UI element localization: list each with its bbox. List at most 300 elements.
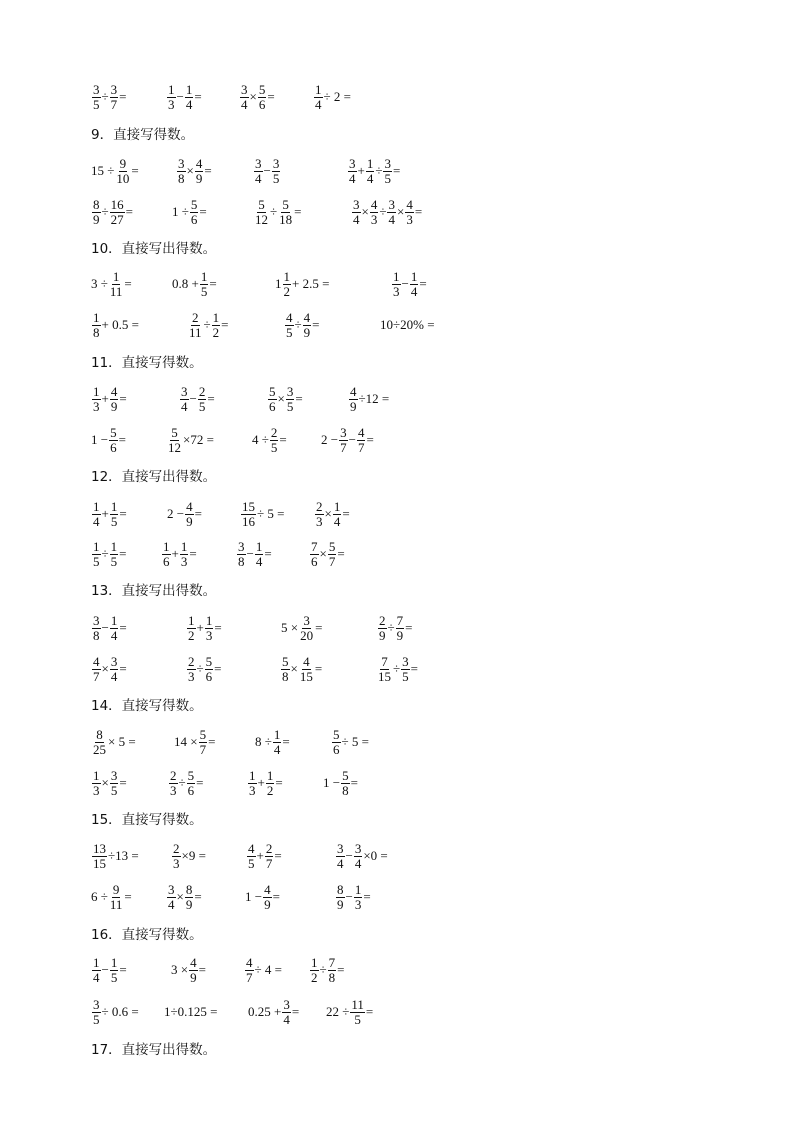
- denominator: 7: [328, 553, 336, 569]
- numerator: 3: [340, 424, 347, 440]
- numerator: 1: [266, 767, 274, 783]
- exercise-heading: 14．直接写得数。: [91, 698, 203, 714]
- denominator: 9: [93, 211, 100, 227]
- denominator: 6: [205, 668, 213, 684]
- operator-text: =: [405, 620, 413, 635]
- numerator: 4: [286, 309, 293, 325]
- numerator: 4: [264, 881, 271, 897]
- expression-row: [0, 877, 794, 917]
- fraction: [336, 883, 345, 912]
- denominator: 5: [93, 96, 100, 112]
- operator-text: =: [414, 204, 423, 219]
- numerator: 1: [273, 726, 281, 742]
- operator-text: =: [119, 506, 127, 521]
- denominator: 7: [340, 439, 347, 455]
- fraction: [273, 728, 282, 757]
- numerator: 1: [112, 268, 120, 284]
- operator-text: +: [101, 506, 109, 521]
- numerator: 1: [212, 309, 220, 325]
- numerator: 1: [333, 498, 341, 514]
- operator-text: =: [119, 962, 127, 977]
- fraction: [339, 426, 348, 455]
- fraction: [349, 385, 358, 414]
- numerator: 15: [242, 498, 255, 514]
- fraction: [392, 270, 401, 299]
- denominator: 6: [110, 439, 117, 455]
- fraction: [92, 311, 101, 340]
- fraction: [92, 998, 101, 1027]
- fraction: [189, 956, 198, 985]
- fraction: [188, 311, 203, 340]
- numerator: 2: [316, 498, 323, 514]
- exercise-heading: 15．直接写得数。: [91, 812, 203, 828]
- operator-text: 1 ÷: [172, 204, 189, 219]
- fraction: [200, 270, 209, 299]
- fraction: [299, 614, 314, 643]
- numerator: 5: [171, 424, 178, 440]
- numerator: 1: [110, 538, 118, 554]
- numerator: 3: [238, 538, 245, 554]
- denominator: 4: [255, 170, 262, 186]
- numerator: 5: [282, 196, 289, 212]
- denominator: 8: [342, 782, 349, 798]
- denominator: 3: [249, 782, 256, 798]
- operator-text: 10÷20% =: [380, 317, 435, 332]
- math-expression: [240, 494, 284, 534]
- fraction: [199, 728, 208, 757]
- operator-text: 2 −: [167, 506, 185, 521]
- fraction: [205, 655, 214, 684]
- operator-text: 22 ÷: [326, 1004, 350, 1019]
- denominator: 6: [187, 782, 195, 798]
- fraction: [332, 728, 341, 757]
- exercise-heading: 16．直接写得数。: [91, 927, 203, 943]
- math-expression: [377, 608, 412, 648]
- expression-row: [0, 722, 794, 762]
- fraction: [265, 842, 274, 871]
- fraction: [396, 614, 405, 643]
- fraction: [405, 198, 414, 227]
- numerator: 1: [185, 81, 193, 97]
- expression-row: [0, 992, 794, 1032]
- operator-text: 3 ×: [171, 962, 189, 977]
- operator-text: −: [176, 89, 184, 104]
- operator-text: ×: [101, 775, 109, 790]
- fraction: [92, 540, 101, 569]
- denominator: 8: [178, 170, 185, 186]
- fraction: [258, 83, 267, 112]
- fraction: [110, 614, 119, 643]
- numerator: 11: [351, 996, 364, 1012]
- operator-text: =: [131, 163, 139, 178]
- math-expression: [326, 992, 373, 1032]
- fraction: [254, 198, 269, 227]
- operator-text: 1÷0.125 =: [164, 1004, 218, 1019]
- expression-row: [0, 420, 794, 460]
- fraction: [92, 728, 107, 757]
- operator-text: 1: [275, 276, 282, 291]
- operator-text: −: [101, 962, 109, 977]
- fraction: [187, 614, 196, 643]
- denominator: 2: [283, 283, 290, 299]
- numerator: 1: [93, 954, 100, 970]
- fraction: [383, 157, 392, 186]
- denominator: 9: [303, 324, 311, 340]
- fraction: [310, 540, 319, 569]
- numerator: 4: [370, 196, 378, 212]
- operator-text: =: [118, 432, 126, 447]
- operator-text: ÷: [178, 775, 186, 790]
- fraction: [185, 883, 194, 912]
- numerator: 1: [393, 268, 400, 284]
- fraction: [172, 842, 181, 871]
- denominator: 5: [93, 1011, 100, 1027]
- denominator: 3: [316, 513, 323, 529]
- denominator: 4: [283, 1011, 290, 1027]
- denominator: 3: [370, 211, 378, 227]
- fraction: [328, 540, 337, 569]
- math-expression: [347, 151, 400, 191]
- operator-text: 0.25 +: [248, 1004, 282, 1019]
- operator-text: ÷: [319, 962, 327, 977]
- numerator: 1: [366, 155, 374, 171]
- denominator: 20: [300, 627, 314, 643]
- fraction: [185, 83, 194, 112]
- denominator: 25: [93, 741, 106, 757]
- operator-text: ×: [396, 204, 405, 219]
- fraction: [278, 198, 293, 227]
- math-expression: [168, 763, 203, 803]
- exercise-heading: 12．直接写出得数。: [91, 469, 217, 485]
- numerator: 1: [110, 498, 118, 514]
- denominator: 4: [353, 211, 360, 227]
- math-expression: [376, 649, 418, 689]
- numerator: 4: [303, 653, 310, 669]
- operator-text: =: [275, 775, 283, 790]
- denominator: 5: [198, 398, 206, 414]
- numerator: 1: [93, 767, 100, 783]
- math-expression: [267, 379, 303, 419]
- fraction: [401, 655, 410, 684]
- denominator: 3: [173, 855, 180, 871]
- numerator: 1: [410, 268, 418, 284]
- math-expression: [236, 534, 272, 574]
- expression-row: [0, 608, 794, 648]
- expression-row: [0, 151, 794, 191]
- math-expression: [179, 379, 215, 419]
- math-expression: [91, 420, 126, 460]
- operator-text: =: [214, 661, 222, 676]
- numerator: 4: [303, 309, 311, 325]
- denominator: 5: [384, 170, 391, 186]
- operator-text: −: [345, 889, 353, 904]
- numerator: 1: [205, 612, 213, 628]
- fraction: [348, 157, 357, 186]
- operator-text: −: [189, 391, 197, 406]
- operator-text: +: [171, 546, 179, 561]
- operator-text: =: [199, 204, 207, 219]
- numerator: 5: [187, 767, 195, 783]
- numerator: 5: [199, 726, 207, 742]
- fraction: [92, 956, 101, 985]
- numerator: 1: [110, 954, 118, 970]
- denominator: 4: [93, 513, 100, 529]
- operator-text: =: [189, 546, 197, 561]
- math-expression: [166, 77, 202, 117]
- denominator: 5: [110, 969, 118, 985]
- operator-text: =: [392, 163, 401, 178]
- math-expression: [335, 877, 371, 917]
- operator-text: +: [256, 848, 264, 863]
- fraction: [263, 883, 272, 912]
- denominator: 6: [190, 211, 198, 227]
- fraction: [370, 198, 379, 227]
- operator-text: 1 −: [91, 432, 109, 447]
- math-expression: [91, 192, 133, 232]
- numerator: 8: [93, 196, 100, 212]
- fraction: [378, 614, 387, 643]
- math-expression: [252, 420, 287, 460]
- denominator: 4: [366, 170, 374, 186]
- denominator: 2: [311, 969, 318, 985]
- numerator: 5: [282, 653, 289, 669]
- numerator: 9: [112, 881, 120, 897]
- denominator: 4: [349, 170, 356, 186]
- denominator: 4: [315, 96, 322, 112]
- math-expression: [335, 836, 388, 876]
- numerator: 9: [119, 155, 127, 171]
- math-expression: [174, 722, 215, 762]
- operator-text: =: [342, 506, 350, 521]
- numerator: 8: [96, 726, 103, 742]
- denominator: 15: [299, 668, 313, 684]
- math-expression: [91, 608, 127, 648]
- numerator: 3: [388, 196, 395, 212]
- operator-text: ×9 =: [181, 848, 206, 863]
- math-expression: [164, 992, 217, 1032]
- denominator: 9: [379, 627, 386, 643]
- numerator: 3: [93, 612, 100, 628]
- fraction: [266, 769, 275, 798]
- operator-text: + 2.5 =: [292, 276, 330, 291]
- operator-text: =: [295, 391, 303, 406]
- denominator: 2: [188, 627, 195, 643]
- numerator: 4: [186, 498, 193, 514]
- denominator: 2: [266, 782, 274, 798]
- fraction: [310, 956, 319, 985]
- math-expression: [321, 420, 374, 460]
- denominator: 5: [286, 324, 293, 340]
- operator-text: ×: [324, 506, 332, 521]
- fraction: [110, 198, 125, 227]
- denominator: 5: [110, 553, 118, 569]
- fraction: [315, 500, 324, 529]
- denominator: 7: [93, 668, 100, 684]
- operator-text: =: [125, 204, 133, 219]
- operator-text: ÷: [375, 163, 383, 178]
- denominator: 27: [110, 211, 124, 227]
- fraction: [169, 769, 178, 798]
- fraction: [92, 769, 101, 798]
- denominator: 4: [337, 855, 344, 871]
- math-expression: [186, 608, 222, 648]
- math-expression: [348, 379, 389, 419]
- operator-text: 14 ×: [174, 734, 198, 749]
- operator-text: =: [119, 89, 127, 104]
- numerator: 4: [190, 954, 197, 970]
- denominator: 6: [333, 741, 340, 757]
- denominator: 3: [170, 782, 177, 798]
- denominator: 8: [93, 324, 100, 340]
- operator-text: ÷: [101, 89, 109, 104]
- fraction: [352, 198, 361, 227]
- operator-text: =: [312, 317, 320, 332]
- operator-text: =: [267, 89, 275, 104]
- numerator: 2: [192, 309, 199, 325]
- numerator: 1: [249, 767, 256, 783]
- numerator: 1: [93, 309, 100, 325]
- denominator: 12: [168, 439, 181, 455]
- operator-text: +: [357, 163, 365, 178]
- operator-text: +: [257, 775, 265, 790]
- expression-row: [0, 950, 794, 990]
- exercise-heading: 13．直接写出得数。: [91, 583, 217, 599]
- denominator: 7: [110, 96, 118, 112]
- fraction: [336, 842, 345, 871]
- operator-text: −: [348, 432, 356, 447]
- operator-text: 8 ÷: [255, 734, 272, 749]
- denominator: 9: [350, 398, 357, 414]
- operator-text: ×72 =: [183, 432, 214, 447]
- expression-row: [0, 494, 794, 534]
- expression-row: [0, 305, 794, 345]
- operator-text: =: [272, 889, 280, 904]
- denominator: 8: [282, 668, 289, 684]
- numerator: 3: [110, 767, 118, 783]
- operator-text: 1 −: [323, 775, 341, 790]
- operator-text: −: [345, 848, 353, 863]
- denominator: 4: [333, 513, 341, 529]
- numerator: 1: [200, 268, 208, 284]
- denominator: 4: [388, 211, 395, 227]
- math-expression: [244, 950, 282, 990]
- math-expression: [91, 950, 127, 990]
- operator-text: =: [419, 276, 427, 291]
- exercise-heading: 11．直接写得数。: [91, 355, 203, 371]
- operator-text: =: [204, 163, 212, 178]
- math-expression: [255, 722, 290, 762]
- numerator: 5: [190, 196, 198, 212]
- fraction: [350, 998, 365, 1027]
- denominator: 11: [109, 896, 123, 912]
- math-expression: [91, 836, 139, 876]
- math-expression: [161, 534, 197, 574]
- operator-text: 5 ×: [281, 620, 299, 635]
- operator-text: ×: [319, 546, 327, 561]
- numerator: 1: [110, 612, 118, 628]
- math-expression: [239, 77, 275, 117]
- denominator: 9: [110, 398, 118, 414]
- math-expression: [186, 649, 221, 689]
- fraction: [92, 83, 101, 112]
- denominator: 18: [279, 211, 293, 227]
- fraction: [110, 655, 119, 684]
- fraction: [198, 385, 207, 414]
- fraction: [177, 157, 186, 186]
- numerator: 16: [110, 196, 124, 212]
- fraction: [92, 385, 101, 414]
- numerator: 3: [286, 383, 294, 399]
- operator-text: ÷ 0.6 =: [101, 1004, 139, 1019]
- math-expression: [380, 305, 435, 345]
- denominator: 4: [241, 96, 248, 112]
- numerator: 3: [110, 81, 118, 97]
- fraction: [92, 655, 101, 684]
- math-expression: [248, 992, 299, 1032]
- numerator: 1: [188, 612, 195, 628]
- denominator: 12: [255, 211, 268, 227]
- operator-text: =: [119, 546, 127, 561]
- operator-text: =: [337, 962, 345, 977]
- denominator: 3: [168, 96, 175, 112]
- numerator: 2: [198, 383, 206, 399]
- math-expression: [253, 151, 281, 191]
- denominator: 9: [186, 513, 193, 529]
- math-expression: [166, 420, 214, 460]
- numerator: 7: [311, 538, 318, 554]
- denominator: 8: [238, 553, 245, 569]
- denominator: 9: [195, 170, 203, 186]
- denominator: 10: [116, 170, 130, 186]
- numerator: 1: [93, 538, 100, 554]
- denominator: 5: [272, 170, 280, 186]
- operator-text: =: [294, 204, 302, 219]
- numerator: 3: [255, 155, 262, 171]
- numerator: 8: [185, 881, 193, 897]
- operator-text: ÷: [203, 317, 211, 332]
- denominator: 3: [393, 283, 400, 299]
- denominator: 4: [410, 283, 418, 299]
- math-expression: [91, 877, 132, 917]
- operator-text: 2 −: [321, 432, 339, 447]
- operator-text: −: [263, 163, 271, 178]
- fraction: [282, 998, 291, 1027]
- denominator: 16: [242, 513, 255, 529]
- denominator: 6: [269, 398, 276, 414]
- denominator: 5: [270, 439, 278, 455]
- numerator: 5: [269, 383, 276, 399]
- fraction: [92, 198, 101, 227]
- denominator: 4: [110, 668, 118, 684]
- operator-text: + 0.5 =: [101, 317, 139, 332]
- math-expression: [187, 305, 229, 345]
- numerator: 4: [246, 954, 253, 970]
- numerator: 2: [265, 840, 273, 856]
- numerator: 3: [384, 155, 391, 171]
- denominator: 5: [248, 855, 255, 871]
- numerator: 5: [110, 424, 117, 440]
- operator-text: 0.8 +: [172, 276, 199, 291]
- denominator: 8: [328, 969, 336, 985]
- operator-text: +: [196, 620, 204, 635]
- operator-text: =: [274, 848, 282, 863]
- fraction: [110, 540, 119, 569]
- operator-text: =: [194, 89, 202, 104]
- denominator: 5: [93, 553, 100, 569]
- denominator: 5: [200, 283, 208, 299]
- math-expression: [331, 722, 369, 762]
- operator-text: ×: [101, 661, 109, 676]
